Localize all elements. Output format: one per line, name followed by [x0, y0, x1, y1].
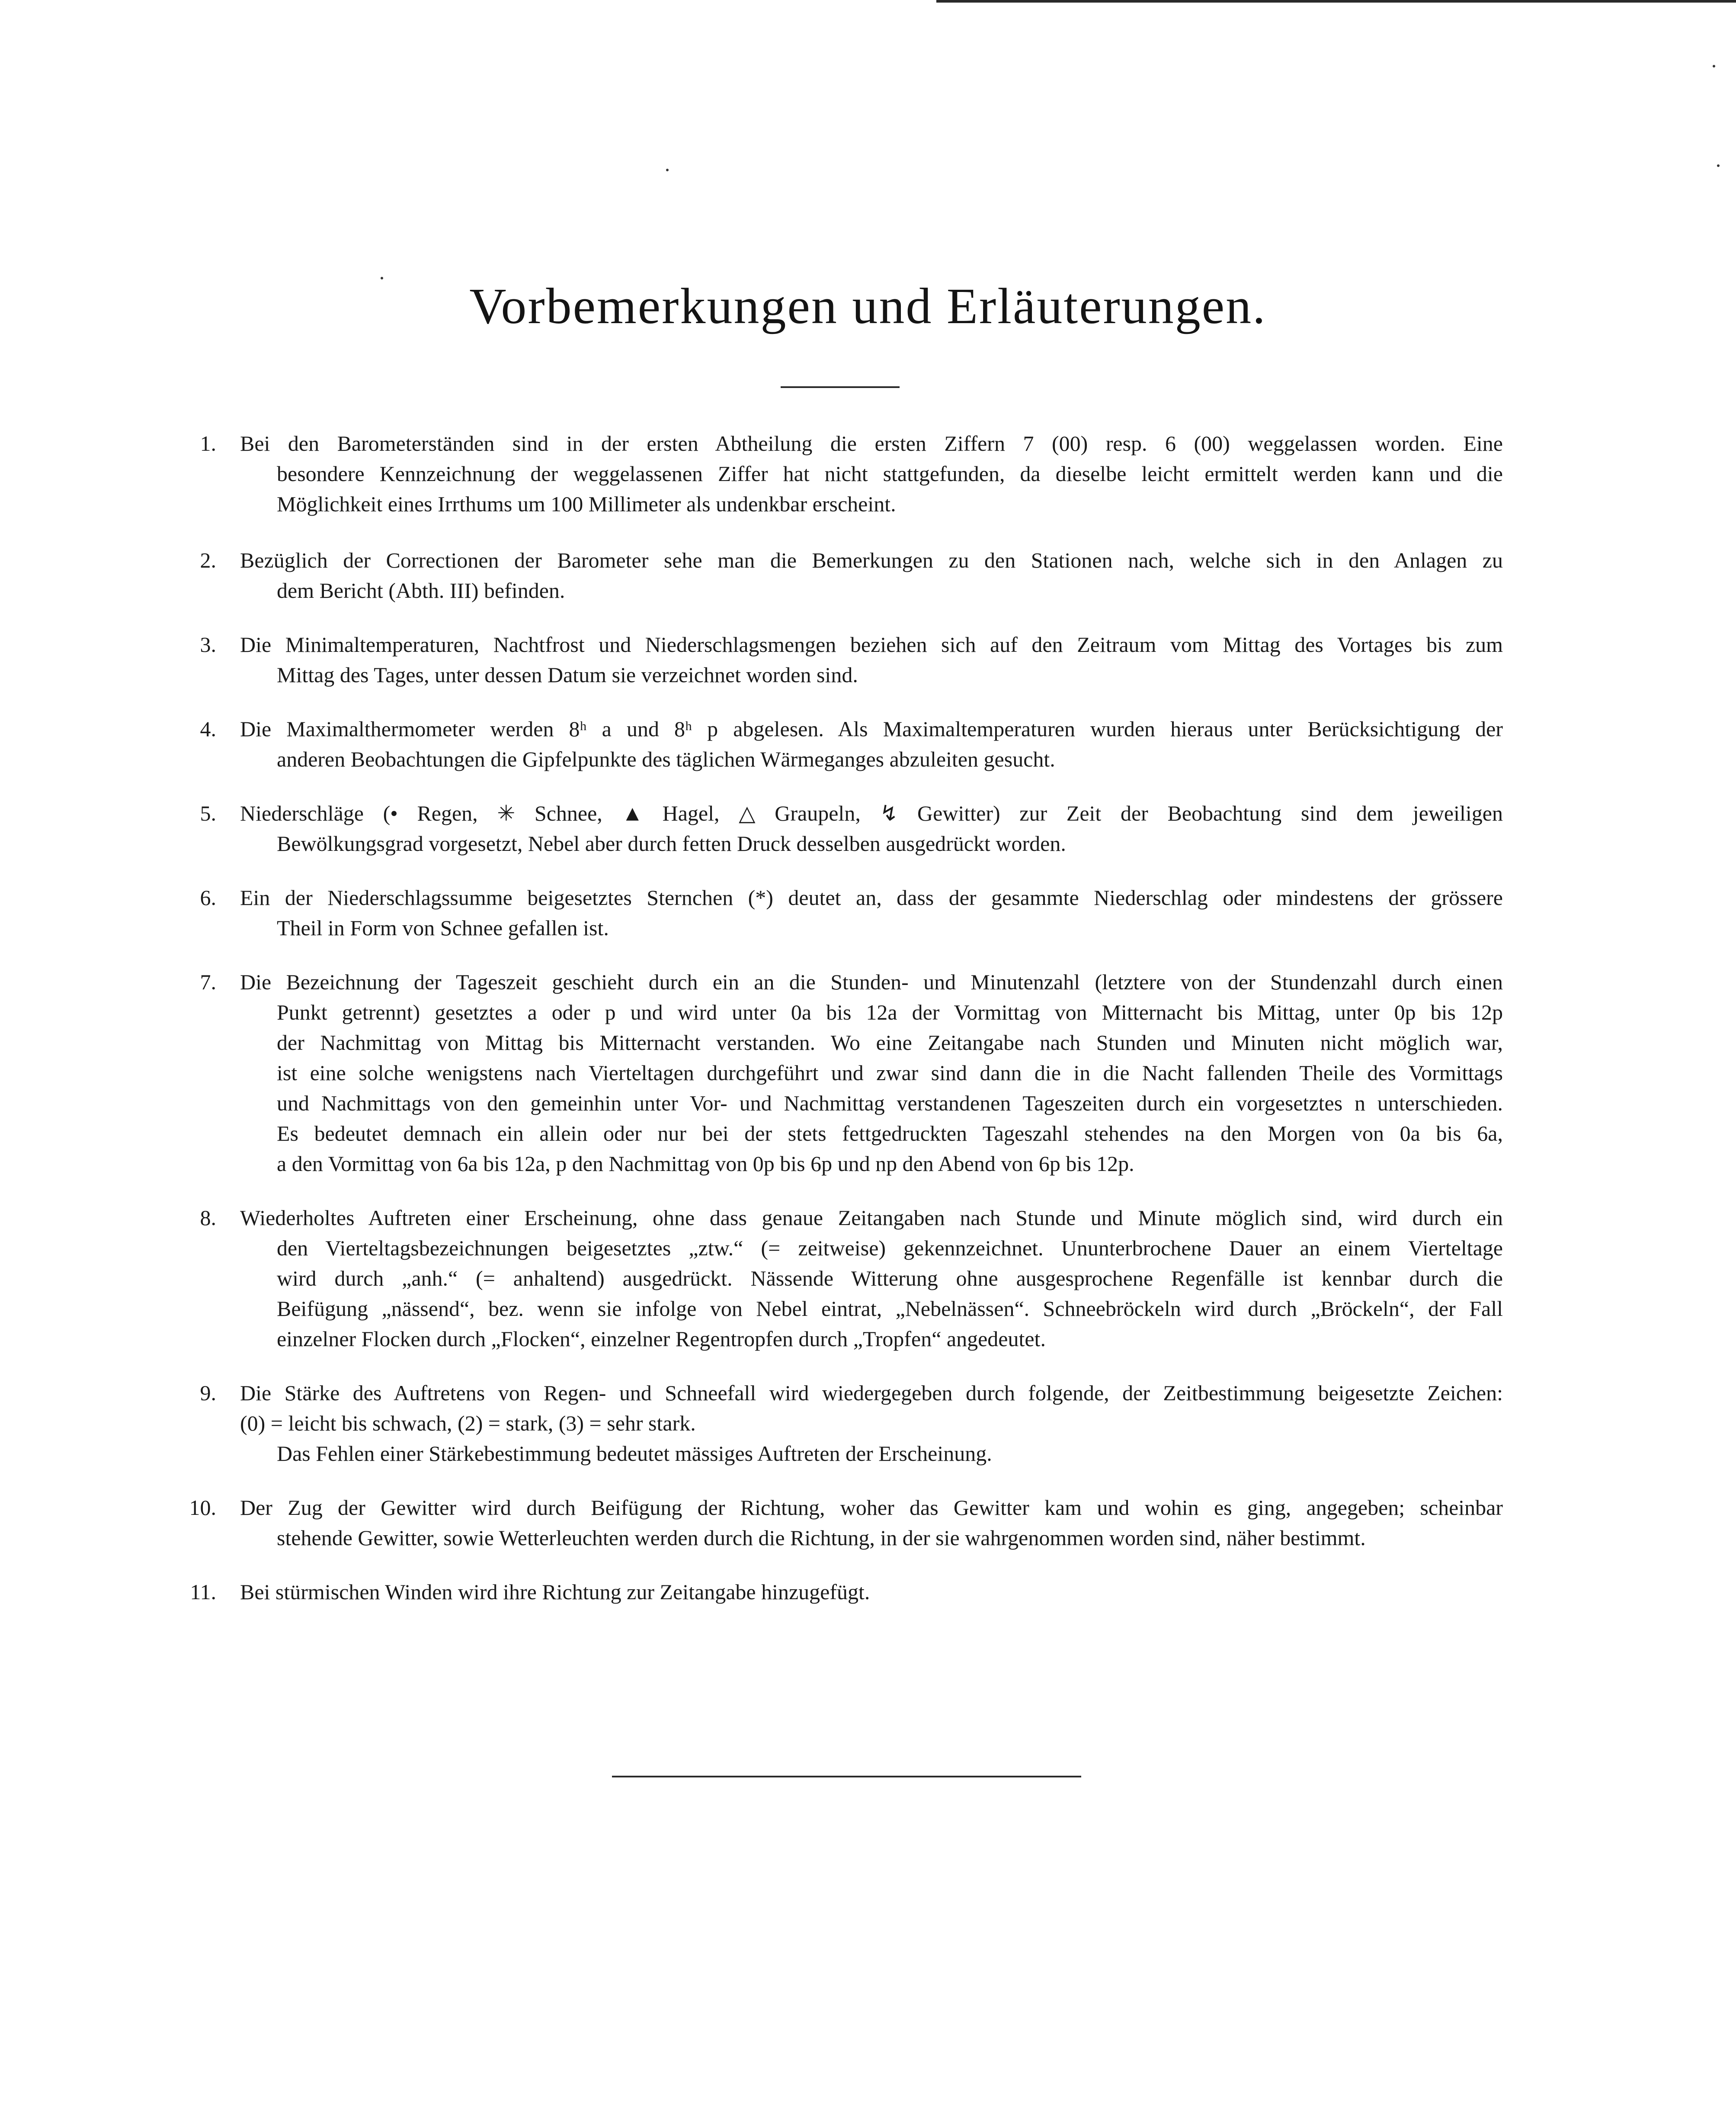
note-line: Beifügung „nässend“, bez. wenn sie infolge von Nebel eintrat, „Nebelnässen“. Schneebröckeln wird durch „Bröckeln“, der Fall: [277, 1296, 1503, 1321]
note-line: anderen Beobachtungen die Gipfelpunkte des täglichen Wärmeganges abzuleiten gesucht.: [277, 747, 1055, 771]
note-text: [240, 882, 1503, 943]
note-line: Möglichkeit eines Irrthums um 100 Millimeter als undenkbar erscheint.: [277, 492, 896, 516]
note-line: Die Minimaltemperaturen, Nachtfrost und Niederschlagsmengen beziehen sich auf den Zeitraum vom Mittag des Vortages bis zum: [240, 632, 1503, 657]
note-line: Der Zug der Gewitter wird durch Beifügung der Richtung, woher das Gewitter kam und wohin es ging, angegeben; scheinbar: [240, 1495, 1503, 1520]
note-text: [240, 1203, 1503, 1354]
note-text: [240, 967, 1503, 1179]
note-line: a den Vormittag von 6a bis 12a, p den Nachmittag von 0p bis 6p und np den Abend von 6p bis 12p.: [277, 1152, 1134, 1176]
top-border-rule: [936, 0, 1736, 3]
note-number: 2.: [200, 548, 216, 572]
note-line: Punkt getrennt) gesetztes a oder p und wird unter 0a bis 12a der Vormittag von Mitternacht bis Mittag, unter 0p bis 12p: [277, 1000, 1503, 1024]
note-number: 6.: [200, 885, 216, 910]
note-number: 3.: [200, 632, 216, 657]
note-number: 10.: [189, 1495, 216, 1520]
note-text: [240, 428, 1503, 519]
note-text: [240, 1492, 1503, 1553]
note-text: [240, 1577, 1503, 1607]
note-line: Bewölkungsgrad vorgesetzt, Nebel aber durch fetten Druck desselben ausgedrückt worden.: [277, 831, 1066, 856]
note-text: [240, 1378, 1503, 1469]
note-line: besondere Kennzeichnung der weggelassenen Ziffer hat nicht stattgefunden, da dieselbe leicht ermittelt werden kann und die: [277, 462, 1503, 486]
note-line: stehende Gewitter, sowie Wetterleuchten werden durch die Richtung, in der sie wahrgenommen worden sind, näher bestimmt.: [277, 1526, 1366, 1550]
note-line: der Nachmittag von Mittag bis Mitternacht verstanden. Wo eine Zeitangabe nach Stunden und Minuten nicht möglich war,: [277, 1030, 1503, 1055]
note-line: Niederschläge (• Regen, ✳ Schnee, ▲ Hagel, △ Graupeln, ↯ Gewitter) zur Zeit der Beobachtung sind dem jeweiligen: [240, 801, 1503, 825]
note-line: Das Fehlen einer Stärkebestimmung bedeutet mässiges Auftreten der Erscheinung.: [277, 1441, 992, 1466]
note-text: [240, 714, 1503, 774]
note-number: 4.: [200, 717, 216, 741]
note-line: dem Bericht (Abth. III) befinden.: [277, 578, 565, 603]
note-line: Bei stürmischen Winden wird ihre Richtung zur Zeitangabe hinzugefügt.: [240, 1580, 870, 1604]
scan-speck: [1713, 65, 1715, 67]
note-line: Ein der Niederschlagssumme beigesetztes Sternchen (*) deutet an, dass der gesammte Niederschlag oder mindestens der grössere: [240, 885, 1503, 910]
note-line: Bei den Barometerständen sind in der ersten Abtheilung die ersten Ziffern 7 (00) resp. 6 (00) weggelassen worden. Eine: [240, 431, 1503, 455]
note-line: wird durch „anh.“ (= anhaltend) ausgedrückt. Nässende Witterung ohne ausgesprochene Regenfälle ist kennbar durch die: [277, 1266, 1503, 1290]
note-text: [240, 545, 1503, 606]
scan-speck: [666, 169, 669, 171]
note-line: Wiederholtes Auftreten einer Erscheinung, ohne dass genaue Zeitangaben nach Stunde und Minute möglich sind, wird durch ein: [240, 1206, 1503, 1230]
note-line: Die Maximalthermometer werden 8ʰ a und 8ʰ p abgelesen. Als Maximaltemperaturen wurden hieraus unter Berücksichtigung der: [240, 717, 1503, 741]
note-number: 5.: [200, 801, 216, 825]
note-text: [240, 629, 1503, 690]
note-line: und Nachmittags von den gemeinhin unter Vor- und Nachmittag verstandenen Tageszeiten durch ein vorgesetztes n unterschieden.: [277, 1091, 1503, 1115]
note-line: Die Bezeichnung der Tageszeit geschieht durch ein an die Stunden- und Minutenzahl (letztere von der Stundenzahl durch einen: [240, 970, 1503, 994]
note-line: Theil in Form von Schnee gefallen ist.: [277, 916, 609, 940]
bottom-rule: [612, 1776, 1081, 1777]
note-text: [240, 798, 1503, 859]
note-number: 8.: [200, 1206, 216, 1230]
note-number: 11.: [190, 1580, 216, 1604]
note-line: einzelner Flocken durch „Flocken“, einzelner Regentropfen durch „Tropfen“ angedeutet.: [277, 1327, 1046, 1351]
scan-speck: [381, 277, 383, 279]
scan-speck: [1717, 164, 1720, 167]
note-number: 7.: [200, 970, 216, 994]
note-line: Die Stärke des Auftretens von Regen- und Schneefall wird wiedergegeben durch folgende, der Zeitbestimmung beigesetzte Zeichen:: [240, 1381, 1503, 1405]
note-line: Es bedeutet demnach ein allein oder nur bei der stets fettgedruckten Tageszahl stehendes na den Morgen von 0a bis 6a,: [277, 1121, 1503, 1145]
page-title: Vorbemerkungen und Erläuterungen.: [469, 278, 1267, 334]
note-number: 1.: [200, 431, 216, 455]
title-underline-rule: [781, 386, 900, 388]
note-line: Bezüglich der Correctionen der Barometer sehe man die Bemerkungen zu den Stationen nach, welche sich in den Anlagen zu: [240, 548, 1503, 572]
strength-codes-line: (0) = leicht bis schwach, (2) = stark, (3) = sehr stark.: [240, 1411, 696, 1435]
note-line: Mittag des Tages, unter dessen Datum sie verzeichnet worden sind.: [277, 663, 858, 687]
note-line: den Vierteltagsbezeichnungen beigesetztes „ztw.“ (= zeitweise) gekennzeichnet. Ununterbrochene Dauer an einem Vierteltage: [277, 1236, 1503, 1260]
note-line: ist eine solche wenigstens nach Vierteltagen durchgeführt und zwar sind dann die in die Nacht fallenden Theile des Vormittags: [277, 1061, 1503, 1085]
note-number: 9.: [200, 1381, 216, 1405]
